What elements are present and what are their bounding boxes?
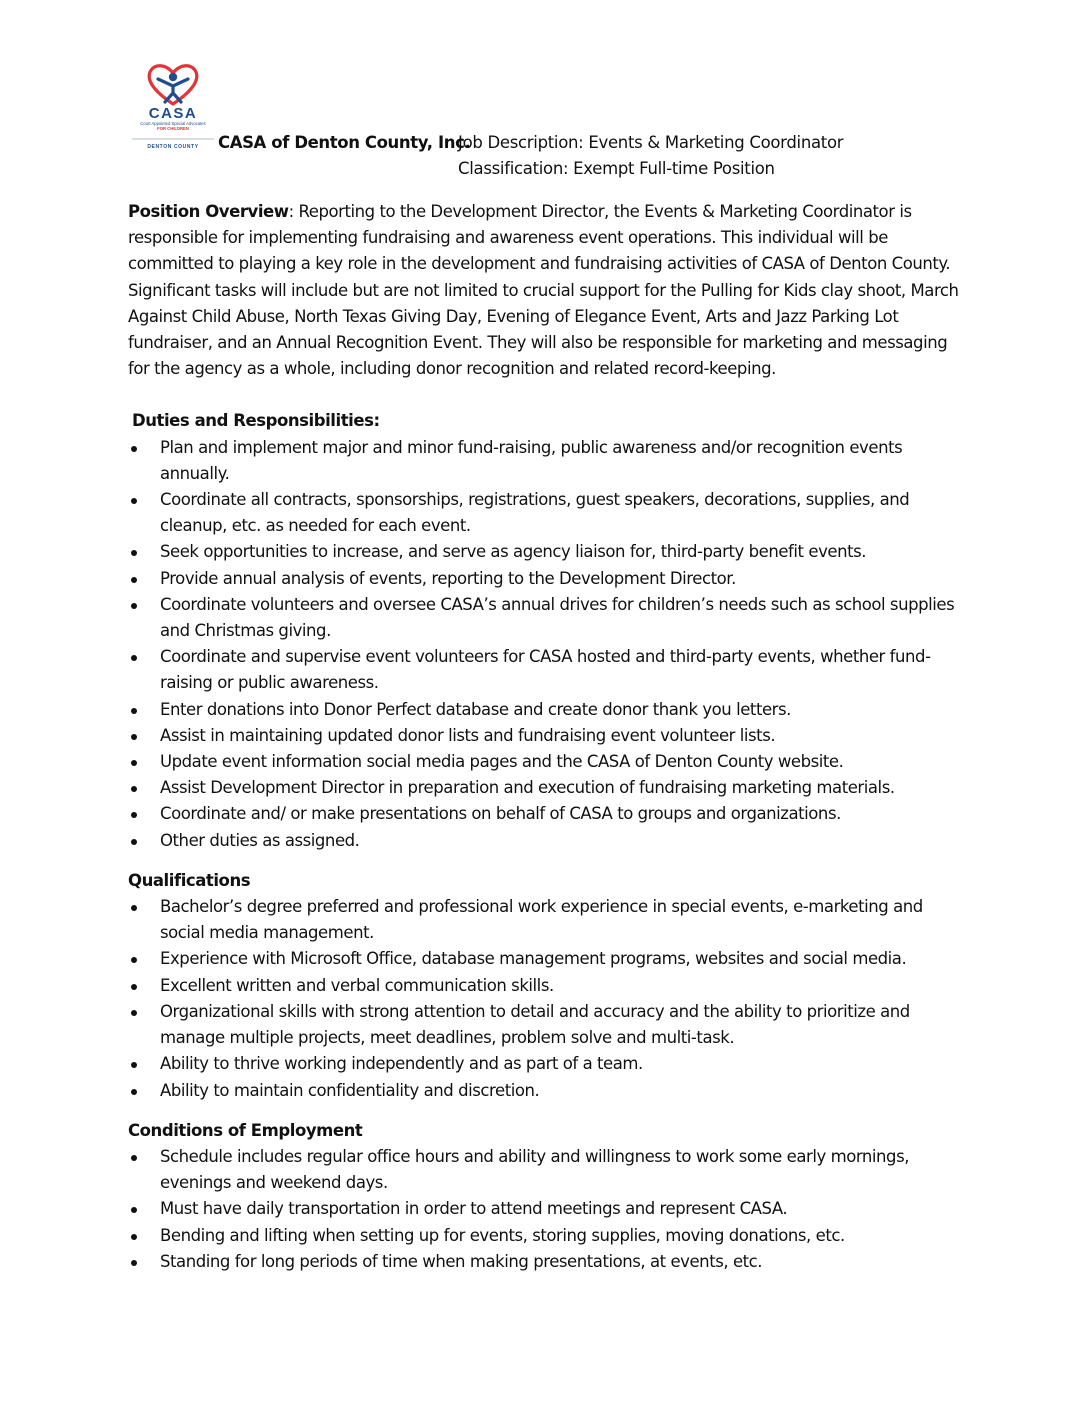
list-item: Enter donations into Donor Perfect database and create donor thank you letters. — [128, 697, 968, 723]
list-item: Assist Development Director in preparation and execution of fundraising marketing materials. — [128, 775, 968, 801]
bullet-icon — [131, 498, 137, 504]
list-item: Coordinate all contracts, sponsorships, registrations, guest speakers, decorations, supplies, and cleanup, etc. as needed for each event. — [128, 487, 968, 539]
bullet-icon — [131, 550, 137, 556]
bullet-icon — [131, 734, 137, 740]
list-item: Schedule includes regular office hours and ability and willingness to work some early mornings, evenings and weekend days. — [128, 1144, 968, 1196]
list-item: Coordinate volunteers and oversee CASA’s annual drives for children’s needs such as school supplies and Christmas giving. — [128, 592, 968, 644]
list-item: Bending and lifting when setting up for events, storing supplies, moving donations, etc. — [128, 1223, 968, 1249]
position-overview — [128, 199, 968, 382]
list-item: Seek opportunities to increase, and serve as agency liaison for, third-party benefit events. — [128, 539, 968, 565]
list-item: Bachelor’s degree preferred and professional work experience in special events, e-marketing and social media management. — [128, 894, 968, 946]
bullet-icon — [131, 603, 137, 609]
logo-region: DENTON COUNTY — [147, 144, 199, 150]
list-item: Ability to thrive working independently and as part of a team. — [128, 1051, 968, 1077]
bullet-icon — [131, 1089, 137, 1095]
position-overview-label: Position Overview — [128, 202, 289, 221]
logo-tagline2: FOR CHILDREN — [157, 126, 189, 131]
duties-heading: Duties and Responsibilities: — [132, 411, 380, 431]
bullet-icon — [131, 984, 137, 990]
bullet-icon — [131, 905, 137, 911]
conditions-heading: Conditions of Employment — [128, 1120, 363, 1140]
list-item: Organizational skills with strong attention to detail and accuracy and the ability to prioritize and manage multiple projects, meet deadlines, problem solve and multi-task. — [128, 999, 968, 1051]
bullet-icon — [131, 1155, 137, 1161]
casa-logo — [128, 60, 218, 160]
list-item: Coordinate and/ or make presentations on behalf of CASA to groups and organizations. — [128, 801, 968, 827]
logo-wordmark: CASA — [148, 105, 198, 122]
list-item: Experience with Microsoft Office, database management programs, websites and social media. — [128, 946, 968, 972]
list-item: Excellent written and verbal communication skills. — [128, 973, 968, 999]
bullet-icon — [131, 1062, 137, 1068]
document-body — [128, 199, 968, 1275]
bullet-icon — [131, 655, 137, 661]
bullet-icon — [131, 1010, 137, 1016]
bullet-icon — [131, 577, 137, 583]
list-item: Coordinate and supervise event volunteers for CASA hosted and third-party events, whether fund-raising or public awareness. — [128, 644, 968, 696]
qualifications-heading: Qualifications — [128, 870, 251, 890]
organization-name: CASA of Denton County, Inc. — [218, 133, 471, 152]
list-item: Provide annual analysis of events, reporting to the Development Director. — [128, 566, 968, 592]
bullet-icon — [131, 786, 137, 792]
bullet-icon — [131, 708, 137, 714]
qualifications-list — [128, 894, 968, 1104]
list-item: Update event information social media pages and the CASA of Denton County website. — [128, 749, 968, 775]
job-description-title: Job Description: Events & Marketing Coordinator — [458, 133, 844, 152]
list-item: Assist in maintaining updated donor lists and fundraising event volunteer lists. — [128, 723, 968, 749]
position-overview-text: : Reporting to the Development Director, the Events & Marketing Coordinator is responsible for implementing fundraising and awareness event operations. This individual will be committed to playing a key role in the development and fundraising activities of CASA of Denton County. Significant tasks will include but are not limited to crucial support for the Pulling for Kids clay shoot, March Against Child Abuse, North Texas Giving Day, Evening of Elegance Event, Arts and Jazz Parking Lot fundraiser, and an Annual Recognition Event. They will also be responsible for marketing and messaging for the agency as a whole, including donor recognition and related record-keeping. — [128, 202, 959, 379]
bullet-icon — [131, 446, 137, 452]
bullet-icon — [131, 839, 137, 845]
classification: Classification: Exempt Full-time Position — [458, 159, 775, 178]
bullet-icon — [131, 760, 137, 766]
casa-logo-graphic — [128, 60, 218, 160]
bullet-icon — [131, 957, 137, 963]
list-item: Must have daily transportation in order to attend meetings and represent CASA. — [128, 1196, 968, 1222]
list-item: Other duties as assigned. — [128, 828, 968, 854]
duties-list — [128, 435, 968, 854]
list-item: Ability to maintain confidentiality and discretion. — [128, 1078, 968, 1104]
list-item: Plan and implement major and minor fund-raising, public awareness and/or recognition events annually. — [128, 435, 968, 487]
bullet-icon — [131, 1234, 137, 1240]
conditions-list — [128, 1144, 968, 1275]
bullet-icon — [131, 1207, 137, 1213]
logo-tagline: Court Appointed Special Advocates — [140, 121, 206, 126]
bullet-icon — [131, 812, 137, 818]
bullet-icon — [131, 1260, 137, 1266]
list-item: Standing for long periods of time when making presentations, at events, etc. — [128, 1249, 968, 1275]
